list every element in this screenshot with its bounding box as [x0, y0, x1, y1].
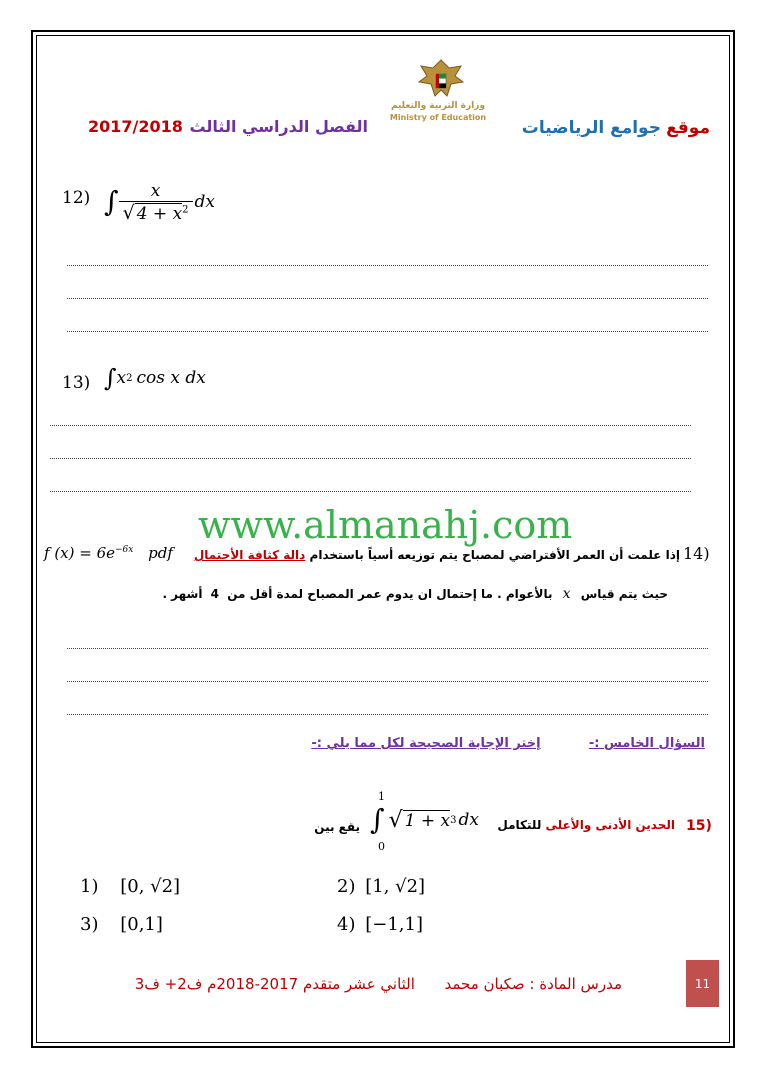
answer-line: [50, 425, 691, 426]
q15-lower-limit: 0: [378, 840, 385, 853]
watermark: www.almanahj.com: [198, 503, 573, 547]
ministry-name-english: Ministry of Education: [389, 113, 487, 122]
option-4[interactable]: [337, 914, 423, 935]
page-number: 11: [686, 960, 719, 1007]
q12-numerator: x: [150, 180, 161, 201]
semester-title: الفصل الدراسي الثالث: [189, 117, 368, 136]
q15-text-b: يقع بين: [314, 820, 360, 834]
q12-exponent: 2: [182, 203, 189, 215]
q14-formula: [44, 544, 173, 562]
q15-text-highlight: الحدين الأدنى والأعلى: [545, 818, 675, 832]
section5-instruction: إختر الإجابة الصحيحة لكل مما يلي :-: [311, 736, 541, 751]
q14-line2-text-c: أشهر .: [162, 587, 203, 601]
footer-grade: الثاني عشر متقدم 2017-2018م ف2+ ف3: [134, 975, 415, 993]
q15-text-a: للتكامل: [497, 818, 542, 832]
q15-radicand: 1 + x: [404, 810, 451, 831]
q15-upper-limit: 1: [378, 790, 385, 803]
q14-line2: [160, 586, 668, 602]
q12-dx: dx: [194, 192, 216, 212]
answer-line: [67, 714, 708, 715]
q14-line1-text: إذا علمت أن العمر الأفتراضي لمصباح يتم توزيعه أسياً باستخدام: [309, 548, 680, 562]
site-name-part1: موقع: [666, 118, 710, 138]
q12-integral: ∫ $\frac{x}{√ 4 + x^2}$ dx: [104, 180, 216, 224]
section5-title: السؤال الخامس :-: [588, 736, 705, 751]
q14-formula-exponent: −6x: [115, 545, 134, 555]
q14-number: 14): [683, 544, 710, 563]
site-name-part2: جوامع الرياضيات: [521, 118, 661, 138]
q14-line2-var: x: [562, 586, 571, 602]
q15-text: [497, 818, 675, 832]
footer-teacher: مدرس المادة : صكبان محمد: [444, 975, 622, 993]
option-label: 4): [337, 914, 356, 935]
q13-number: 13): [62, 373, 91, 393]
answer-line: [67, 681, 708, 682]
ministry-name-arabic: وزارة التربية والتعليم: [390, 101, 486, 111]
q14-formula-base: f (x) = 6e: [44, 544, 116, 562]
q14-pdf: pdf: [148, 544, 173, 562]
q13-rest: cos x dx: [136, 368, 206, 388]
option-value: [−1,1]: [365, 914, 423, 935]
answer-line: [50, 491, 691, 492]
answer-line: [67, 298, 708, 299]
q13-exponent: 2: [126, 372, 133, 384]
integral-sign-icon: ∫: [370, 803, 385, 836]
answer-line: [67, 648, 708, 649]
option-value: [0,1]: [120, 914, 163, 935]
option-value: [0, √2]: [120, 876, 181, 897]
option-label: 2): [337, 876, 356, 897]
q14-line2-text-b: بالأعوام . ما إحتمال ان يدوم عمر المصباح لمدة أقل من: [227, 587, 553, 601]
q15-dx: dx: [458, 810, 479, 830]
answer-line: [50, 458, 691, 459]
option-1[interactable]: [80, 876, 180, 897]
q14-line1-highlight: دالة كثافة الأحتمال: [193, 548, 306, 562]
q13-integral: [104, 366, 206, 390]
ministry-emblem-icon: [411, 56, 471, 106]
q14-line2-number: 4: [210, 587, 220, 601]
q15-number: 15): [686, 818, 712, 834]
q12-radicand: 4 + x: [136, 203, 183, 224]
option-value: [1, √2]: [365, 876, 426, 897]
q15-exponent: 3: [450, 814, 457, 826]
q15-integral: ∫ √ 1 + x 3 dx: [370, 803, 479, 836]
school-year: 2017/2018: [88, 117, 183, 136]
footer-text: [110, 975, 622, 993]
answer-line: [67, 331, 708, 332]
q12-number: 12): [62, 188, 91, 208]
option-label: 3): [80, 914, 99, 935]
option-3[interactable]: [80, 914, 163, 935]
integral-sign-icon: ∫: [104, 185, 119, 218]
integral-sign-icon: ∫: [104, 364, 117, 392]
option-2[interactable]: [337, 876, 425, 897]
q13-integrand: x: [116, 368, 127, 388]
section5-heading: [290, 736, 705, 751]
q14-line2-text-a: حيث يتم قياس: [580, 587, 668, 601]
option-label: 1): [80, 876, 99, 897]
site-name: [520, 118, 710, 138]
answer-line: [67, 265, 708, 266]
q14-line1: [190, 548, 680, 562]
